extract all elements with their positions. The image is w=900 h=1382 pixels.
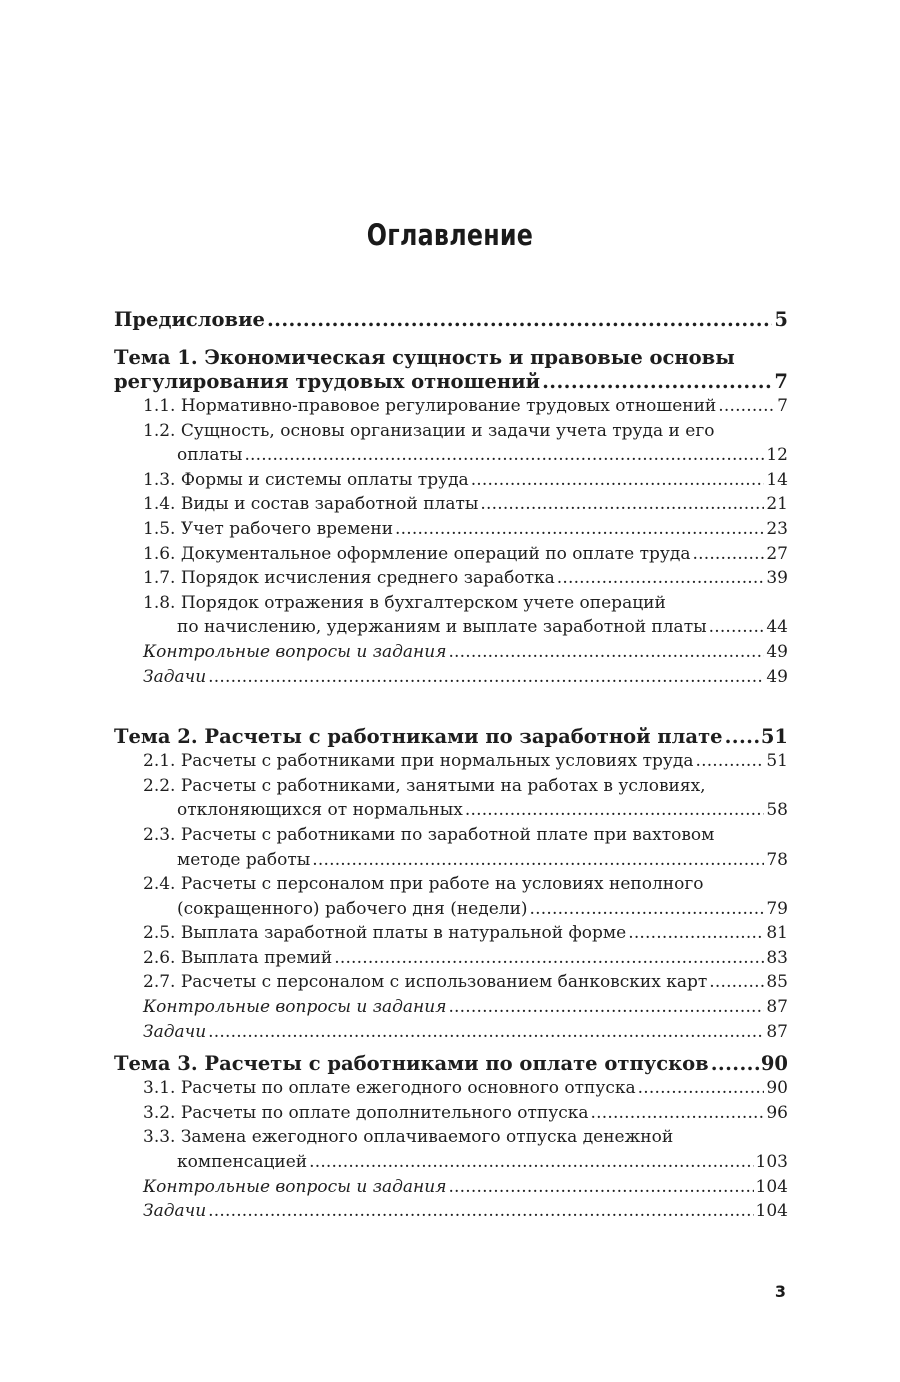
- toc-entry-page: 83: [766, 947, 788, 968]
- toc-item-1-2[interactable]: [114, 443, 788, 468]
- toc-entry-page: 87: [766, 1021, 788, 1042]
- toc-entry-label: отклоняющихся от нормальных: [177, 800, 463, 821]
- toc-entry-label: Тема 2. Расчеты с работниками по заработной плате: [114, 725, 723, 749]
- toc-item-3-3[interactable]: [114, 1150, 788, 1175]
- toc-entry-page: 49: [766, 641, 788, 662]
- toc-entry-label: (сокращенного) рабочего дня (недели): [177, 898, 528, 919]
- toc-item-2-4[interactable]: [114, 897, 788, 922]
- page-number: 3: [774, 1282, 786, 1301]
- toc-topic2-title[interactable]: [114, 725, 788, 749]
- toc-entry-page: 96: [766, 1102, 788, 1123]
- toc-item-1-8[interactable]: [114, 615, 788, 640]
- dot-leader: [709, 615, 765, 640]
- toc-entry-label: компенсацией: [177, 1152, 308, 1173]
- dot-leader: [711, 1052, 759, 1076]
- table-of-contents: [114, 304, 788, 1224]
- toc-entry-page: 51: [760, 725, 788, 749]
- toc-item-2-3-line1[interactable]: 2.3. Расчеты с работниками по заработной плате при вахтовом: [143, 824, 715, 845]
- toc-item-2-2-line1[interactable]: 2.2. Расчеты с работниками, занятыми на работах в условиях,: [143, 775, 706, 796]
- dot-leader: [448, 640, 764, 665]
- toc-entry-label: 1.4. Виды и состав заработной платы: [143, 494, 479, 515]
- toc-entry-label: 3.2. Расчеты по оплате дополнительного отпуска: [143, 1102, 589, 1123]
- toc-entry-label: 1.1. Нормативно-правовое регулирование трудовых отношений: [143, 396, 717, 416]
- dot-leader: [208, 1020, 764, 1045]
- toc-entry-page: 79: [766, 898, 788, 919]
- toc-entry-page: 104: [755, 1201, 788, 1222]
- dot-leader: [591, 1101, 765, 1126]
- toc-item-3-3-line1[interactable]: 3.3. Замена ежегодного оплачиваемого отпуска денежной: [143, 1127, 674, 1148]
- toc-item-3-1[interactable]: [114, 1076, 788, 1101]
- toc-entry-label: методе работы: [177, 849, 311, 870]
- toc-item-2-1[interactable]: [114, 749, 788, 774]
- toc-item-2-2[interactable]: [114, 798, 788, 823]
- dot-leader: [638, 1076, 765, 1101]
- toc-item-1-1[interactable]: [114, 394, 788, 419]
- dot-leader: [334, 946, 764, 971]
- toc-item-2-7[interactable]: [114, 970, 788, 995]
- page-title: Оглавление: [366, 218, 534, 252]
- toc-item-1-6[interactable]: [114, 542, 788, 567]
- toc-entry-page: 21: [766, 494, 788, 515]
- toc-item-1-5[interactable]: [114, 517, 788, 542]
- toc-entry-label: по начислению, удержаниям и выплате заработной платы: [177, 617, 707, 638]
- toc-entry-label: Контрольные вопросы и задания: [143, 997, 447, 1018]
- toc-entry-label: 1.7. Порядок исчисления среднего заработка: [143, 568, 555, 589]
- toc-entry-label: 3.1. Расчеты по оплате ежегодного основного отпуска: [143, 1078, 636, 1099]
- toc-entry-page: 51: [766, 751, 788, 772]
- toc-entry-page: 104: [755, 1176, 788, 1197]
- toc-item-1-7[interactable]: [114, 566, 788, 591]
- dot-leader: [465, 798, 764, 823]
- toc-entry-page: 85: [766, 972, 788, 993]
- toc-item-1-questions[interactable]: [114, 640, 788, 665]
- toc-topic3-title[interactable]: [114, 1052, 788, 1076]
- dot-leader: [725, 725, 759, 749]
- toc-item-3-questions[interactable]: [114, 1175, 788, 1200]
- dot-leader: [471, 468, 765, 493]
- toc-entry-page: 7: [774, 370, 788, 393]
- toc-item-2-6[interactable]: [114, 946, 788, 971]
- dot-leader: [628, 921, 764, 946]
- dot-leader: [718, 394, 775, 419]
- toc-entry-page: 5: [774, 308, 788, 331]
- toc-item-3-2[interactable]: [114, 1101, 788, 1126]
- toc-entry-page: 90: [766, 1078, 788, 1099]
- toc-item-2-questions[interactable]: [114, 995, 788, 1020]
- toc-topic1-items: [114, 394, 788, 689]
- dot-leader: [480, 492, 764, 517]
- toc-entry-label: Контрольные вопросы и задания: [143, 1176, 447, 1197]
- dot-leader: [395, 517, 764, 542]
- toc-item-1-8-line1[interactable]: 1.8. Порядок отражения в бухгалтерском учете операций: [143, 592, 666, 613]
- toc-item-1-3[interactable]: [114, 468, 788, 493]
- toc-entry-label: 1.5. Учет рабочего времени: [143, 518, 394, 539]
- toc-topic1-title-line2[interactable]: [114, 370, 788, 394]
- dot-leader: [208, 1199, 753, 1224]
- toc-entry-label: 2.6. Выплата премий: [143, 947, 333, 968]
- toc-entry-label: Контрольные вопросы и задания: [143, 641, 447, 662]
- dot-leader: [530, 897, 765, 922]
- toc-entry-page: 12: [766, 445, 788, 466]
- toc-entry-label: 2.1. Расчеты с работниками при нормальных условиях труда: [143, 751, 694, 772]
- toc-entry-label: регулирования трудовых отношений: [114, 370, 541, 393]
- toc-entry-page: 27: [766, 543, 788, 564]
- toc-entry-page: 90: [760, 1052, 788, 1076]
- dot-leader: [693, 542, 765, 567]
- toc-entry-page: 49: [766, 666, 788, 687]
- dot-leader: [557, 566, 765, 591]
- toc-entry-page: 58: [766, 800, 788, 821]
- toc-topic2-items: [114, 749, 788, 1044]
- toc-entry-page: 44: [766, 617, 788, 638]
- toc-item-2-3[interactable]: [114, 848, 788, 873]
- toc-entry-label: 1.6. Документальное оформление операций по оплате труда: [143, 543, 691, 564]
- toc-entry-page: 7: [777, 396, 788, 416]
- dot-leader: [267, 308, 772, 332]
- dot-leader: [244, 443, 764, 468]
- toc-entry-label: 2.5. Выплата заработной платы в натуральной форме: [143, 923, 627, 944]
- toc-item-1-tasks[interactable]: [114, 665, 788, 690]
- dot-leader: [696, 749, 765, 774]
- toc-entry-label: Задачи: [143, 1201, 207, 1222]
- toc-item-3-tasks[interactable]: [114, 1199, 788, 1224]
- toc-entry-page: 39: [766, 568, 788, 589]
- dot-leader: [309, 1150, 753, 1175]
- dot-leader: [709, 970, 764, 995]
- toc-entry-label: 2.7. Расчеты с персоналом с использованием банковских карт: [143, 972, 708, 993]
- toc-topic3-items: [114, 1076, 788, 1224]
- toc-topic1-title-line1[interactable]: Тема 1. Экономическая сущность и правовые основы: [114, 346, 735, 369]
- toc-entry-label: Задачи: [143, 666, 207, 687]
- dot-leader: [448, 995, 764, 1020]
- toc-item-1-2-line1[interactable]: 1.2. Сущность, основы организации и задачи учета труда и его: [143, 420, 715, 441]
- toc-entry-label: Тема 3. Расчеты с работниками по оплате отпусков: [114, 1052, 709, 1076]
- toc-item-2-tasks[interactable]: [114, 1020, 788, 1045]
- dot-leader: [312, 848, 764, 873]
- toc-item-2-4-line1[interactable]: 2.4. Расчеты с персоналом при работе на условиях неполного: [143, 874, 704, 895]
- dot-leader: [208, 665, 764, 690]
- toc-entry-label: Задачи: [143, 1021, 207, 1042]
- toc-entry-page: 87: [766, 997, 788, 1018]
- toc-entry-page: 78: [766, 849, 788, 870]
- toc-entry-page: 81: [766, 923, 788, 944]
- toc-entry-label: Предисловие: [114, 308, 265, 331]
- toc-entry-label: 1.3. Формы и системы оплаты труда: [143, 469, 469, 490]
- toc-item-1-4[interactable]: [114, 492, 788, 517]
- toc-entry-preface[interactable]: [114, 308, 788, 332]
- dot-leader: [448, 1175, 753, 1200]
- dot-leader: [542, 370, 772, 394]
- toc-item-2-5[interactable]: [114, 921, 788, 946]
- toc-entry-page: 23: [766, 518, 788, 539]
- toc-entry-page: 103: [755, 1152, 788, 1173]
- toc-entry-page: 14: [766, 469, 788, 490]
- toc-entry-label: оплаты: [177, 445, 243, 466]
